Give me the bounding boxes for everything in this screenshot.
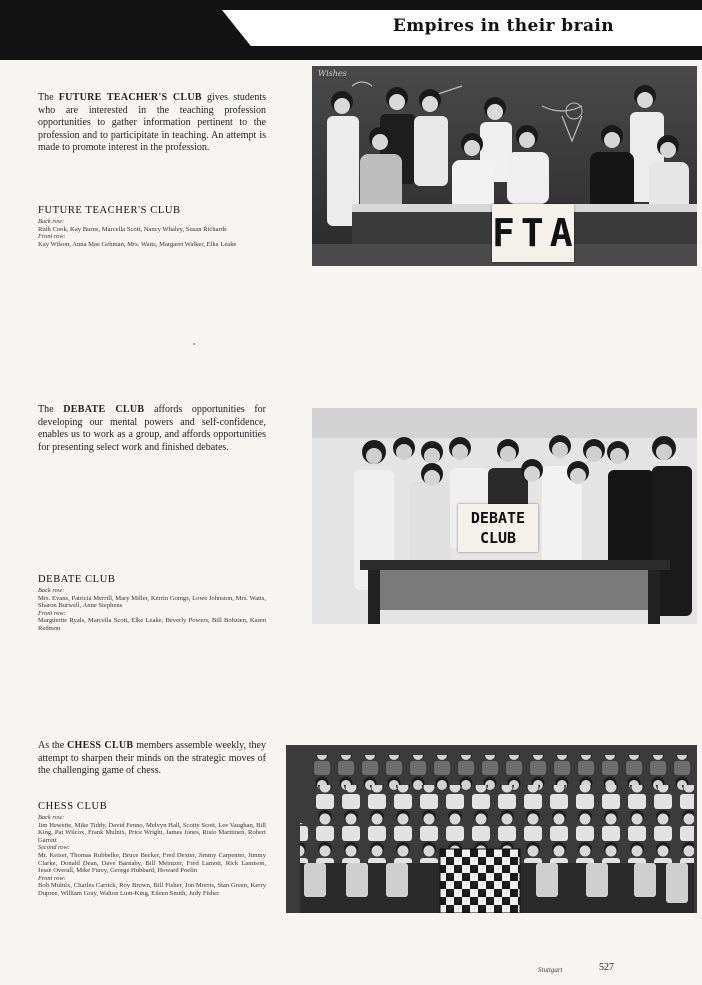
- fta-club-photo: [312, 66, 697, 266]
- fta-sign: FTA: [492, 204, 574, 262]
- debate-sign-line2: CLUB: [479, 529, 517, 547]
- chess-back-row-names: Jim Hewette, Mike Tiddy, David Fenno, Melvyn Hall, Scotty Scott, Lee Vaughan, Bill King, Pat Wilcox, Frank Mulnix, Price Wright, James Jones, Risto Marttinen, Robert Garrett: [38, 821, 266, 844]
- fta-chalk-writing: Wishes: [318, 69, 347, 78]
- chess-second-row-label: Second row:: [38, 844, 70, 852]
- chess-intro: As the CHESS CLUB members assemble weekly, they attempt to sharpen their minds on the strategic moves of the challenging game of chess.: [38, 740, 266, 776]
- debate-back-row-names: Mrs. Evans, Patricia Merrill, Mary Miller, Kerrin Goings, Lowe Johnston, Mrs. Watts, Sharon Burwell, Anne Stephens: [38, 594, 266, 610]
- page-title: Empires in their brain: [392, 16, 614, 36]
- chess-caption: [38, 801, 266, 898]
- fta-intro-name: FUTURE TEACHER'S CLUB: [58, 92, 202, 103]
- chess-intro-name: CHESS CLUB: [67, 740, 134, 751]
- debate-club-photo: [312, 408, 697, 624]
- debate-front-row-label: Front row:: [38, 609, 66, 617]
- chess-front-row-names: Bob Mulnix, Charles Carrick, Roy Brown, Bill Fisher, Jon Morris, Stan Green, Kerry Dupree, William Gray, Walton Lum-King, Eileen Smith, Judy Fisher: [38, 882, 266, 897]
- fta-back-row-label: Back row:: [38, 218, 65, 225]
- footer-school: Stuttgart: [538, 966, 563, 974]
- fta-back-row-names: Ruth Cook, Kay Burns, Marcella Scott, Nancy Whaley, Susan Richards: [38, 225, 227, 233]
- chess-front-row-label: Front row:: [38, 874, 66, 882]
- fta-intro: The FUTURE TEACHER'S CLUB gives students who are interested in the teaching profession opportunities to gather information pertinent to the profession and to participitate in teaching. An attempt is made to promote interest in the profession.: [38, 92, 266, 153]
- debate-intro: The DEBATE CLUB affords opportunities for developing our mental powers and self-confidence, enables us to work as a group, and affords opportunities for presenting select work and finished debates.: [38, 404, 267, 453]
- debate-back-row-label: Back row:: [38, 587, 65, 594]
- debate-intro-name: DEBATE CLUB: [63, 404, 145, 415]
- debate-caption-title: DEBATE CLUB: [38, 574, 116, 585]
- debate-sign-line1: DEBATE: [470, 509, 526, 527]
- fta-caption-title: FUTURE TEACHER'S CLUB: [38, 205, 181, 216]
- chess-club-photo: [286, 745, 697, 913]
- fta-front-row-names: Kay Wilson, Anna Mae Gehman, Mrs. Watts, Margaret Walker, Elke Leake: [38, 240, 237, 248]
- page-speck: [193, 343, 195, 345]
- chess-caption-title: CHESS CLUB: [38, 801, 108, 812]
- debate-caption: [38, 574, 266, 632]
- chess-second-row-names: Mr. Keiser, Thomas Rubbelke, Bruce Becker, Fred Dexter, Jimmy Carpenter, Jimmy Clarke, Donald Dean, Dave Barnaby, Bill Meintzer, Fred Lamott, Rick Lamison, Jesse Overall, Mike Furey, George Hubbard, Howard Poelin: [38, 851, 266, 875]
- fta-front-row-label: Front row:: [38, 233, 66, 241]
- debate-sign: [458, 504, 538, 552]
- fta-caption: [38, 205, 266, 248]
- chess-back-row-label: Back row:: [38, 814, 65, 821]
- page-number: 527: [599, 962, 614, 973]
- debate-front-row-names: Marguerite Ryals, Marcella Scott, Elke Leake, Beverly Powers, Bill Bobzien, Karen Redmon: [38, 617, 266, 632]
